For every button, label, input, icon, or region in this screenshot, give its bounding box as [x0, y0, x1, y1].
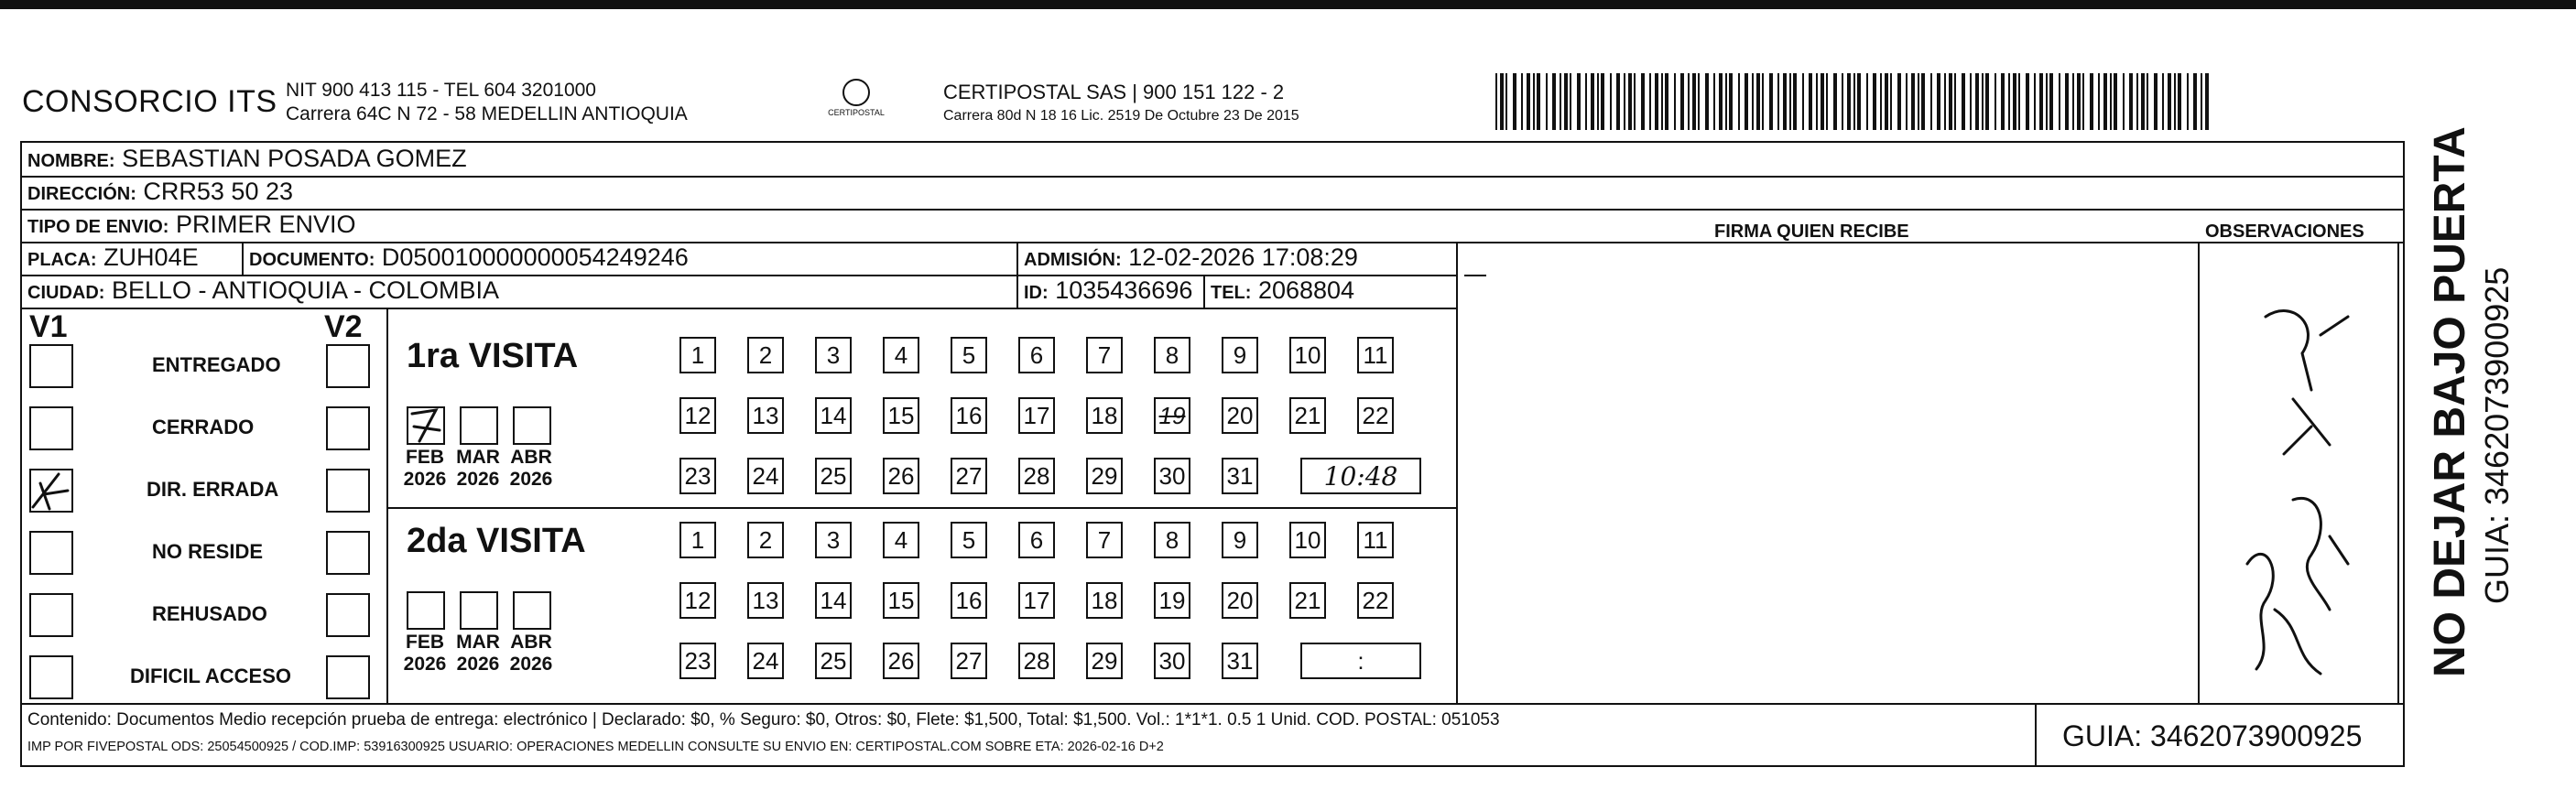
- address-value: CRR53 50 23: [143, 178, 294, 205]
- v2-days-day-1[interactable]: 1: [679, 522, 716, 558]
- v1-days-day-27[interactable]: 27: [951, 458, 987, 494]
- v1-days-day-6[interactable]: 6: [1018, 337, 1055, 373]
- shipment-type-value: PRIMER ENVIO: [175, 211, 356, 238]
- v2-checkbox-dificil-acceso[interactable]: [326, 655, 370, 699]
- phone-field: [1211, 276, 1354, 305]
- city-value: BELLO - ANTIOQUIA - COLOMBIA: [111, 276, 500, 304]
- v1-days-time-box[interactable]: [1300, 458, 1421, 494]
- handwritten-check-icon: [31, 470, 71, 511]
- v1-days-day-17[interactable]: 17: [1018, 397, 1055, 434]
- document-label: DOCUMENTO:: [249, 250, 375, 270]
- v1-months-label-2: ABR 2026: [509, 447, 553, 490]
- v1-days-day-9[interactable]: 9: [1222, 337, 1258, 373]
- shipment-type-label: TIPO DE ENVIO:: [27, 217, 169, 237]
- v1-days-day-2[interactable]: 2: [747, 337, 784, 373]
- signature-column-header: FIRMA QUIEN RECIBE: [1714, 222, 1909, 242]
- certipostal-nit: CERTIPOSTAL SAS | 900 151 122 - 2: [943, 81, 1285, 103]
- observations-handwriting: [2211, 262, 2394, 692]
- v1-days-day-31[interactable]: 31: [1222, 458, 1258, 494]
- v2-days-time-box[interactable]: :: [1300, 643, 1421, 679]
- status-label-cerrado: CERRADO: [152, 416, 255, 438]
- logo-mark-icon: [842, 79, 870, 106]
- v1-days-day-28[interactable]: 28: [1018, 458, 1055, 494]
- handwritten-mark-icon: [408, 408, 443, 443]
- v1-months-label-1: MAR 2026: [456, 447, 500, 490]
- v2-days-day-12[interactable]: 12: [679, 582, 716, 619]
- v2-days-day-29[interactable]: 29: [1086, 643, 1123, 679]
- document-field: [249, 243, 689, 272]
- admission-label: ADMISIÓN:: [1024, 250, 1122, 270]
- address-label: DIRECCIÓN:: [27, 184, 136, 204]
- v1-days-day-16[interactable]: 16: [951, 397, 987, 434]
- admission-value: 12-02-2026 17:08:29: [1128, 243, 1358, 271]
- v2-checkbox-rehusado[interactable]: [326, 593, 370, 637]
- v2-days-day-28[interactable]: 28: [1018, 643, 1055, 679]
- v2-days-day-8[interactable]: 8: [1154, 522, 1190, 558]
- admission-field: [1024, 243, 1358, 272]
- certipostal-logo: [815, 79, 897, 126]
- v1-days-day-29[interactable]: 29: [1086, 458, 1123, 494]
- v2-days-day-16[interactable]: 16: [951, 582, 987, 619]
- v2-header: V2: [324, 309, 363, 344]
- address-field: [27, 178, 293, 206]
- first-visit-title: 1ra VISITA: [407, 337, 579, 375]
- company-address: Carrera 64C N 72 - 58 MEDELLIN ANTIOQUIA: [286, 103, 688, 124]
- v2-days-day-26[interactable]: 26: [883, 643, 919, 679]
- delivery-form: [20, 141, 2405, 767]
- v1-days-day-5[interactable]: 5: [951, 337, 987, 373]
- document-value: D050010000000054249246: [381, 243, 689, 271]
- plate-label: PLACA:: [27, 250, 97, 270]
- v2-days-day-18[interactable]: 18: [1086, 582, 1123, 619]
- status-label-dir-errada: DIR. ERRADA: [147, 478, 279, 501]
- v2-days-day-11[interactable]: 11: [1357, 522, 1394, 558]
- v2-days-day-13[interactable]: 13: [747, 582, 784, 619]
- v2-days-day-22[interactable]: 22: [1357, 582, 1394, 619]
- v1-days-day-21[interactable]: 21: [1289, 397, 1326, 434]
- v1-checkbox-rehusado[interactable]: [29, 593, 73, 637]
- barcode: [1495, 73, 2219, 130]
- v2-days-day-3[interactable]: 3: [815, 522, 852, 558]
- v2-days-day-19[interactable]: 19: [1154, 582, 1190, 619]
- status-label-no-reside: NO RESIDE: [152, 540, 264, 563]
- v2-days-day-25[interactable]: 25: [815, 643, 852, 679]
- id-value: 1035436696: [1055, 276, 1193, 304]
- company-name: CONSORCIO ITS: [22, 84, 277, 119]
- v2-months-label-1: MAR 2026: [456, 632, 500, 675]
- v1-days-day-19[interactable]: [1154, 397, 1190, 434]
- v2-months-label-2: ABR 2026: [509, 632, 553, 675]
- recipient-name-field: [27, 145, 467, 173]
- v1-days-day-4[interactable]: 4: [883, 337, 919, 373]
- v1-days-day-30[interactable]: 30: [1154, 458, 1190, 494]
- v2-days-day-7[interactable]: 7: [1086, 522, 1123, 558]
- city-field: [27, 276, 499, 305]
- footer-content-line: Contenido: Documentos Medio recepción prueba de entrega: electrónico | Declarado: $0, % Seguro: $0, Otros: $0, Flete: $1,500, Total: $1,500. Vol.: 1*1*1. 0.5 1 Unid. COD. POSTAL: 051053: [27, 710, 1500, 730]
- recipient-name-label: NOMBRE:: [27, 151, 115, 171]
- v2-days-day-31[interactable]: 31: [1222, 643, 1258, 679]
- v1-days-day-26[interactable]: 26: [883, 458, 919, 494]
- v2-months-box-0[interactable]: [407, 591, 445, 630]
- v1-days-day-20[interactable]: 20: [1222, 397, 1258, 434]
- v2-days-day-23[interactable]: 23: [679, 643, 716, 679]
- plate-field: [27, 243, 199, 272]
- v1-days-day-24[interactable]: 24: [747, 458, 784, 494]
- v2-days-day-9[interactable]: 9: [1222, 522, 1258, 558]
- company-info: [286, 79, 688, 126]
- id-label: ID:: [1024, 283, 1049, 303]
- v1-days-day-15[interactable]: 15: [883, 397, 919, 434]
- v1-days-day-22[interactable]: 22: [1357, 397, 1394, 434]
- phone-label: TEL:: [1211, 283, 1252, 303]
- v2-checkbox-entregado[interactable]: [326, 344, 370, 388]
- v2-checkbox-cerrado[interactable]: [326, 406, 370, 450]
- v2-days-day-24[interactable]: 24: [747, 643, 784, 679]
- v1-checkbox-dir-errada[interactable]: [29, 469, 73, 513]
- v2-checkbox-no-reside[interactable]: [326, 531, 370, 575]
- status-label-entregado: ENTREGADO: [152, 353, 281, 376]
- footer-guia: GUIA: 3462073900925: [2062, 719, 2363, 752]
- status-label-dificil-acceso: DIFICIL ACCESO: [130, 665, 292, 687]
- city-label: CIUDAD:: [27, 283, 105, 303]
- phone-value: 2068804: [1257, 276, 1355, 304]
- status-label-rehusado: REHUSADO: [152, 602, 267, 625]
- v1-days-day-10[interactable]: 10: [1289, 337, 1326, 373]
- plate-value: ZUH04E: [103, 243, 199, 271]
- certipostal-info: [943, 81, 1299, 128]
- v1-days-day-18[interactable]: 18: [1086, 397, 1123, 434]
- v2-days-day-4[interactable]: 4: [883, 522, 919, 558]
- v1-checkbox-entregado[interactable]: [29, 344, 73, 388]
- v1-days-day-8[interactable]: 8: [1154, 337, 1190, 373]
- v1-months-label-0: FEB 2026: [403, 447, 447, 490]
- handwritten-time: 10:48: [1323, 460, 1398, 492]
- shipment-type-field: [27, 211, 356, 239]
- v2-months-box-1[interactable]: [460, 591, 498, 630]
- v2-days-day-21[interactable]: 21: [1289, 582, 1326, 619]
- certipostal-license: Carrera 80d N 18 16 Lic. 2519 De Octubre 23 De 2015: [943, 108, 1299, 124]
- v2-days-day-2[interactable]: 2: [747, 522, 784, 558]
- v2-days-day-5[interactable]: 5: [951, 522, 987, 558]
- v1-checkbox-no-reside[interactable]: [29, 531, 73, 575]
- recipient-name: SEBASTIAN POSADA GOMEZ: [122, 145, 467, 172]
- observations-column-header: OBSERVACIONES: [2205, 222, 2364, 242]
- v2-days-day-30[interactable]: 30: [1154, 643, 1190, 679]
- id-field: [1024, 276, 1192, 305]
- v2-days-day-17[interactable]: 17: [1018, 582, 1055, 619]
- v1-days-day-14[interactable]: 14: [815, 397, 852, 434]
- v2-days-day-14[interactable]: 14: [815, 582, 852, 619]
- side-guia: GUIA: 3462073900925: [2478, 266, 2516, 604]
- v1-days-day-1[interactable]: 1: [679, 337, 716, 373]
- top-border: [0, 0, 2576, 9]
- footer-print-line: IMP POR FIVEPOSTAL ODS: 25054500925 / COD.IMP: 53916300925 USUARIO: OPERACIONES MEDELLIN CONSULTE SU ENVIO EN: CERTIPOSTAL.COM SOBRE ETA: 2026-02-16 D+2: [27, 740, 1164, 754]
- v2-days-day-6[interactable]: 6: [1018, 522, 1055, 558]
- side-warning: NO DEJAR BAJO PUERTA: [2426, 126, 2474, 677]
- v1-checkbox-cerrado[interactable]: [29, 406, 73, 450]
- v1-days-day-25[interactable]: 25: [815, 458, 852, 494]
- v1-days-day-12[interactable]: 12: [679, 397, 716, 434]
- v1-months-box-0[interactable]: [407, 406, 445, 445]
- v1-months-box-1[interactable]: [460, 406, 498, 445]
- second-visit-title: 2da VISITA: [407, 522, 586, 560]
- company-nit: NIT 900 413 115 - TEL 604 3201000: [286, 80, 596, 101]
- v1-days-day-11[interactable]: 11: [1357, 337, 1394, 373]
- v2-checkbox-dir-errada[interactable]: [326, 469, 370, 513]
- logo-text: CERTIPOSTAL: [828, 108, 885, 117]
- v1-days-day-13[interactable]: 13: [747, 397, 784, 434]
- v2-days-day-27[interactable]: 27: [951, 643, 987, 679]
- v1-days-day-3[interactable]: 3: [815, 337, 852, 373]
- v1-checkbox-dificil-acceso[interactable]: [29, 655, 73, 699]
- v2-days-day-20[interactable]: 20: [1222, 582, 1258, 619]
- v1-days-day-7[interactable]: 7: [1086, 337, 1123, 373]
- v2-months-label-0: FEB 2026: [403, 632, 447, 675]
- v1-days-day-23[interactable]: 23: [679, 458, 716, 494]
- v1-months-box-2[interactable]: [513, 406, 551, 445]
- v2-months-box-2[interactable]: [513, 591, 551, 630]
- v2-days-day-10[interactable]: 10: [1289, 522, 1326, 558]
- v2-days-day-15[interactable]: 15: [883, 582, 919, 619]
- v1-header: V1: [29, 309, 68, 344]
- struck-day: 19: [1158, 401, 1186, 429]
